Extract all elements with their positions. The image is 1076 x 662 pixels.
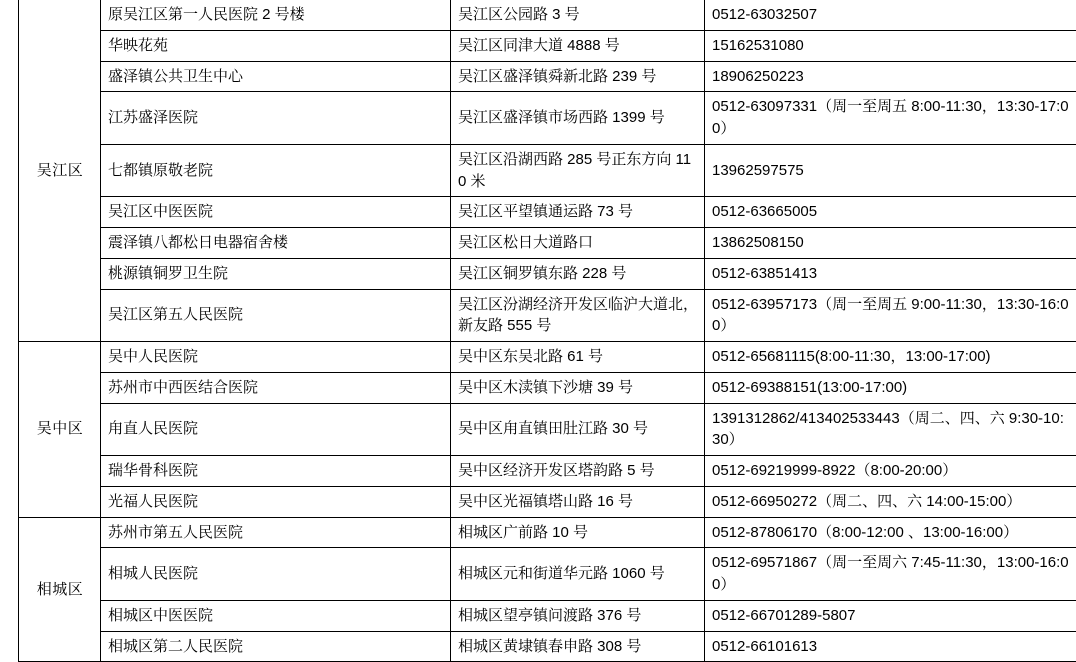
table-row xyxy=(19,258,1076,289)
institution-address: 吴江区公园路 3 号 xyxy=(451,0,705,30)
institution-name: 盛泽镇公共卫生中心 xyxy=(101,61,451,92)
table-row xyxy=(19,517,1076,548)
institution-phone: 0512-63032507 xyxy=(705,0,1076,30)
institution-address: 吴江区铜罗镇东路 228 号 xyxy=(451,258,705,289)
institution-name: 吴江区第五人民医院 xyxy=(101,289,451,342)
institution-address: 相城区元和街道华元路 1060 号 xyxy=(451,548,705,601)
institution-phone: 0512-63097331（周一至周五 8:00-11:30，13:30-17:00） xyxy=(705,92,1076,145)
table-row xyxy=(19,30,1076,61)
institution-address: 相城区黄埭镇春申路 308 号 xyxy=(451,631,705,662)
institution-name: 苏州市第五人民医院 xyxy=(101,517,451,548)
institution-phone: 13862508150 xyxy=(705,228,1076,259)
region-cell-wuzhong: 吴中区 xyxy=(19,342,101,518)
institution-name: 原吴江区第一人民医院 2 号楼 xyxy=(101,0,451,30)
institution-address: 吴中区东吴北路 61 号 xyxy=(451,342,705,373)
table-row xyxy=(19,92,1076,145)
institution-address: 吴中区木渎镇下沙塘 39 号 xyxy=(451,372,705,403)
hospital-contact-table xyxy=(18,0,1076,662)
institution-name: 苏州市中西医结合医院 xyxy=(101,372,451,403)
institution-name: 华映花苑 xyxy=(101,30,451,61)
region-cell-wujiang: 吴江区 xyxy=(19,0,101,342)
institution-name: 桃源镇铜罗卫生院 xyxy=(101,258,451,289)
institution-address: 吴江区汾湖经济开发区临沪大道北，新友路 555 号 xyxy=(451,289,705,342)
page-left-margin xyxy=(0,0,18,655)
table-row xyxy=(19,61,1076,92)
institution-address: 吴江区松日大道路口 xyxy=(451,228,705,259)
institution-name: 相城区中医医院 xyxy=(101,600,451,631)
institution-phone: 18906250223 xyxy=(705,61,1076,92)
table-row xyxy=(19,403,1076,456)
institution-phone: 0512-87806170（8:00-12:00 、13:00-16:00） xyxy=(705,517,1076,548)
institution-name: 相城人民医院 xyxy=(101,548,451,601)
table-row xyxy=(19,600,1076,631)
institution-phone: 15162531080 xyxy=(705,30,1076,61)
institution-name: 七都镇原敬老院 xyxy=(101,144,451,197)
institution-name: 震泽镇八都松日电器宿舍楼 xyxy=(101,228,451,259)
institution-name: 江苏盛泽医院 xyxy=(101,92,451,145)
institution-address: 吴中区经济开发区塔韵路 5 号 xyxy=(451,456,705,487)
table-row xyxy=(19,289,1076,342)
table-row xyxy=(19,197,1076,228)
institution-phone: 1391312862/413402533443（周二、四、六 9:30-10:30） xyxy=(705,403,1076,456)
institution-phone: 0512-63665005 xyxy=(705,197,1076,228)
region-cell-xiangcheng: 相城区 xyxy=(19,517,101,662)
table-row xyxy=(19,0,1076,30)
institution-phone: 0512-63851413 xyxy=(705,258,1076,289)
institution-name: 瑞华骨科医院 xyxy=(101,456,451,487)
institution-address: 吴江区同津大道 4888 号 xyxy=(451,30,705,61)
table-row xyxy=(19,631,1076,662)
institution-phone: 0512-69219999-8922（8:00-20:00） xyxy=(705,456,1076,487)
institution-address: 吴中区甪直镇田肚江路 30 号 xyxy=(451,403,705,456)
table-row xyxy=(19,456,1076,487)
institution-name: 光福人民医院 xyxy=(101,486,451,517)
institution-phone: 13962597575 xyxy=(705,144,1076,197)
institution-phone: 0512-66701289-5807 xyxy=(705,600,1076,631)
institution-address: 吴江区盛泽镇市场西路 1399 号 xyxy=(451,92,705,145)
table-row xyxy=(19,372,1076,403)
institution-name: 吴中人民医院 xyxy=(101,342,451,373)
institution-address: 吴中区光福镇塔山路 16 号 xyxy=(451,486,705,517)
institution-address: 吴江区盛泽镇舜新北路 239 号 xyxy=(451,61,705,92)
table-row xyxy=(19,486,1076,517)
institution-phone: 0512-69571867（周一至周六 7:45-11:30，13:00-16:00） xyxy=(705,548,1076,601)
institution-address: 相城区广前路 10 号 xyxy=(451,517,705,548)
institution-phone: 0512-66950272（周二、四、六 14:00-15:00） xyxy=(705,486,1076,517)
institution-address: 吴江区平望镇通运路 73 号 xyxy=(451,197,705,228)
table-row xyxy=(19,342,1076,373)
institution-phone: 0512-66101613 xyxy=(705,631,1076,662)
institution-phone: 0512-65681115(8:00-11:30，13:00-17:00) xyxy=(705,342,1076,373)
institution-name: 吴江区中医医院 xyxy=(101,197,451,228)
institution-name: 甪直人民医院 xyxy=(101,403,451,456)
table-row xyxy=(19,228,1076,259)
institution-name: 相城区第二人民医院 xyxy=(101,631,451,662)
institution-address: 吴江区沿湖西路 285 号正东方向 110 米 xyxy=(451,144,705,197)
institution-phone: 0512-69388151(13:00-17:00) xyxy=(705,372,1076,403)
table-row xyxy=(19,144,1076,197)
institution-address: 相城区望亭镇问渡路 376 号 xyxy=(451,600,705,631)
table-row xyxy=(19,548,1076,601)
institution-phone: 0512-63957173（周一至周五 9:00-11:30，13:30-16:00） xyxy=(705,289,1076,342)
